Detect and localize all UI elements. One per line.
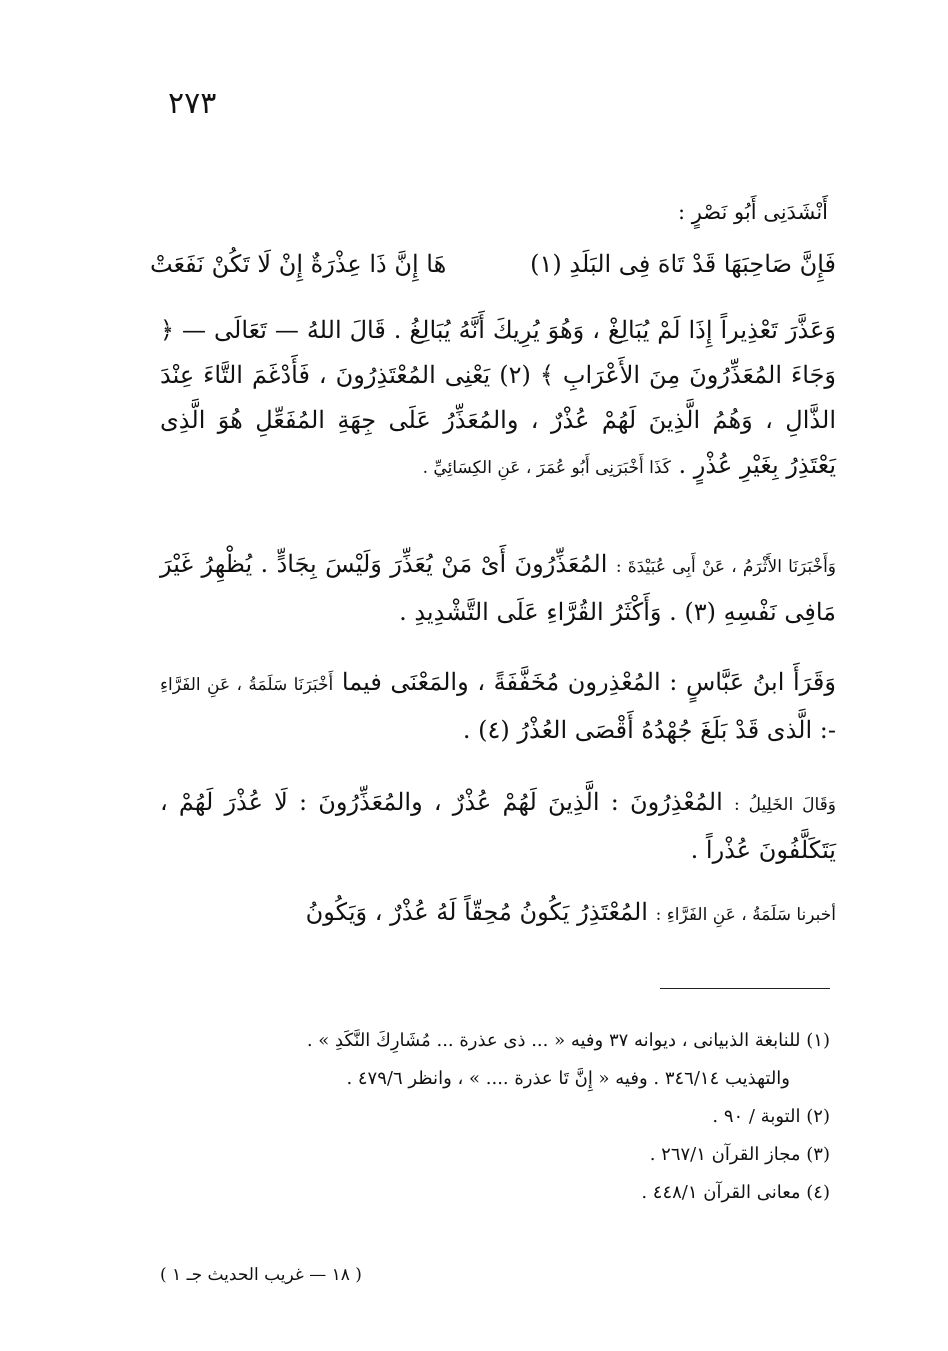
- footnotes: [150, 1022, 830, 1212]
- footnote-2: (٢) التوبة / ٩٠ .: [712, 1106, 830, 1127]
- footnote-1-continuation: والتهذيب ٣٤٦/١٤ . وفيه « إِنَّ تَا عذرة .... » ، وانظر ٤٧٩/٦ .: [346, 1068, 790, 1089]
- footnote-divider: [660, 988, 830, 989]
- paragraph-4-lead: وَقَالَ الخَلِيلُ :: [733, 795, 836, 815]
- paragraph-2: [160, 542, 836, 635]
- intro-line: أَنْشَدَنِى أَبُو نَصْرٍ :: [677, 200, 828, 224]
- verse-first-hemistich: هَا إِنَّ ذَا عِذْرَةٌ إِنْ لَا تَكُنْ نَفَعَتْ: [150, 250, 447, 278]
- paragraph-3-tail: -: الَّذى قَدْ بَلَغَ جُهْدُهُ أَقْصَى العُذْرُ (٤) .: [462, 716, 836, 744]
- footnote-4: (٤) معانى القرآن ٤٤٨/١ .: [641, 1182, 830, 1203]
- paragraph-5-main: المُعْتَذِرُ يَكُونُ مُحِقّاً لَهُ عُذْرٌ ، وَيَكُونُ: [305, 898, 648, 926]
- signature-mark: ( ١٨ — غريب الحديث جـ ١ ): [160, 1265, 362, 1285]
- paragraph-3-main: وَقَرَأَ ابنُ عَبَّاسٍ : المُعْذِرون مُخَفَّفَةً ، والمَعْنَى فيما: [341, 668, 836, 696]
- paragraph-5-lead: أخبرنا سَلَمَةُ ، عَنِ الفَرَّاءِ :: [655, 905, 836, 925]
- paragraph-4: [160, 780, 836, 873]
- paragraph-1: [160, 308, 836, 491]
- paragraph-5: [160, 890, 836, 938]
- paragraph-1-main: وَعَذَّرَ تَعْذِيراً إِذَا لَمْ يُبَالِغْ ، وَهُوَ يُرِيكَ أَنَّهُ يُبَالِغُ . قَالَ اللهُ — تَعَالَى — ﴿ وَجَاءَ المُعَذِّرُونَ مِنَ الأَعْرَابِ ﴾ (٢) يَعْنِى المُعْتَذِرُونَ ، فَأَدْغَمَ التَّاءَ عِنْدَ الذَّالِ ، وَهُمُ الَّذِينَ لَهُمْ عُذْرٌ ، والمُعَذِّرُ عَلَى جِهَةِ المُفَعِّلِ هُوَ الَّذِى يَعْتَذِرُ بِغَيْرِ عُذْرٍ .: [160, 316, 837, 479]
- footnote-3: (٣) مجاز القرآن ٢٦٧/١ .: [649, 1144, 830, 1165]
- footnote-1: (١) للنابغة الذبيانى ، ديوانه ٣٧ وفيه « ... ذى عذرة ... مُشَارِكَ النَّكَدِ » .: [306, 1030, 830, 1051]
- paragraph-2-lead: وَأَخْبَرَنَا الأَثْرَمُ ، عَنْ أَبِى عُبَيْدَةَ :: [615, 557, 836, 577]
- verse-second-hemistich: فَإِنَّ صَاحِبَهَا قَدْ تَاهَ فِى البَلَدِ (١): [530, 250, 836, 278]
- paragraph-2-main: المُعَذِّرُونَ أَىْ مَنْ يُعَذِّرَ وَلَيْسَ بِجَادٍّ . يُظْهِرُ غَيْرَ مَافِى نَفْسِهِ (٣) . وَأَكْثَرُ القُرَّاءِ عَلَى التَّشْدِيدِ .: [160, 550, 836, 626]
- paragraph-4-main: المُعْذِرُونَ : الَّذِينَ لَهُمْ عُذْرٌ ، والمُعَذِّرُونَ : لَا عُذْرَ لَهُمْ ، يَتَكَلَّفُونَ عُذْراً .: [160, 788, 836, 864]
- paragraph-3: [160, 660, 836, 753]
- paragraph-1-tail: كَذَا أَخْبَرَنِى أَبُو عُمَرَ ، عَنِ الكِسَائِيِّ .: [422, 458, 671, 478]
- page-number: ٢٧٣: [168, 86, 217, 121]
- poem-verse: [150, 250, 836, 278]
- paragraph-3-mid: أَخْبَرَنَا سَلَمَةُ ، عَنِ الفَرَّاءِ: [160, 675, 334, 695]
